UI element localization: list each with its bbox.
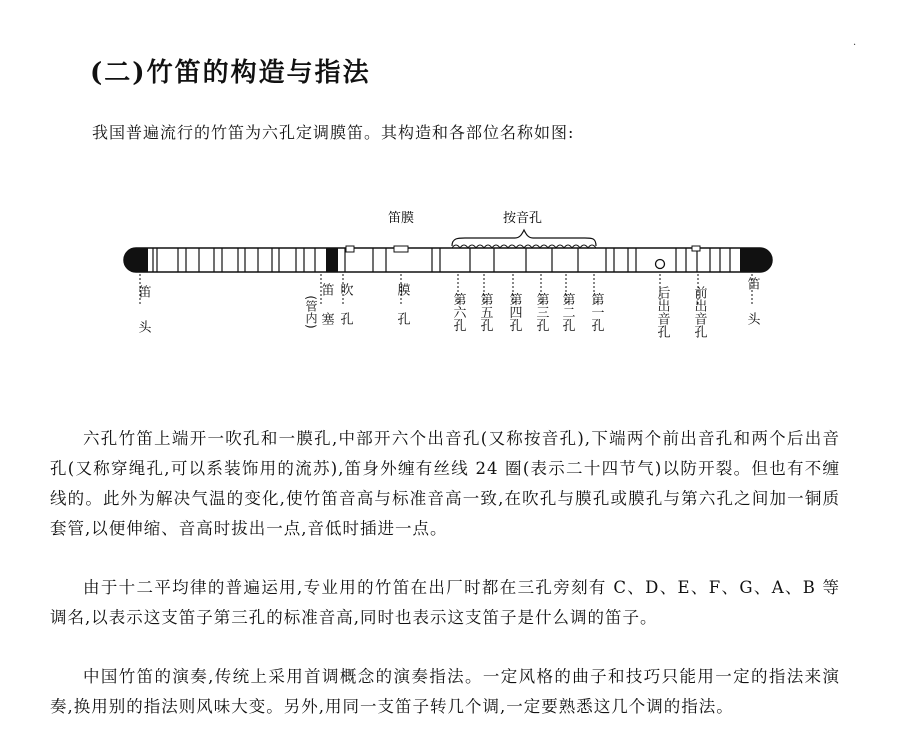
page-title: (二)竹笛的构造与指法 [90,58,371,88]
intro-text: 我国普遍流行的竹笛为六孔定调膜笛。其构造和各部位名称如图: [92,123,575,142]
part-guannei: (管内) [304,295,318,329]
paragraph-2: 由于十二平均律的普遍运用,专业用的竹笛在出厂时都在三孔旁刻有 C、D、E、F、G、A、B 等调名,以表示这支笛子第三孔的标准音高,同时也表示这支笛子是什么调的笛子。 [50,578,840,627]
part-qianchuyinkong: 前出音孔 [691,286,707,338]
part-ditou-left: 笛头 [135,285,151,355]
part-hole4: 第四孔 [506,292,522,332]
part-hole3: 第三孔 [533,292,549,332]
page-mark: · [853,40,857,51]
part-hole1: 第一孔 [588,292,604,332]
label-dimo: 笛膜 [388,211,415,226]
part-disai: 笛塞 [318,283,334,341]
part-hole2: 第二孔 [559,292,575,332]
part-houchuyinkong: 后出音孔 [654,286,670,338]
label-anyinkong: 按音孔 [503,211,543,226]
part-hole6: 第六孔 [450,292,466,332]
paragraph-1: 六孔竹笛上端开一吹孔和一膜孔,中部开六个出音孔(又称按音孔),下端两个前出音孔和两个后出音孔(又称穿绳孔,可以系装饰用的流苏),笛身外缠有丝线 24 圈(表示二十四节气)以防开裂。但也有不缠线的。此外为解决气温的变化,使竹笛音高与标准音高一致,在吹孔与膜孔或膜孔与第六孔之间加一铜质套管,以便伸缩、音高时拔出一点,音低时插进一点。 [50,429,840,538]
part-hole5: 第五孔 [477,292,493,332]
part-chuikong: 吹孔 [337,283,353,341]
flute-body [124,246,772,272]
finger-hole-brace [452,230,596,246]
paragraph-3: 中国竹笛的演奏,传统上采用首调概念的演奏指法。一定风格的曲子和技巧只能用一定的指法来演奏,换用别的指法则风味大变。另外,用同一支笛子转几个调,一定要熟悉这几个调的指法。 [50,667,840,716]
part-ditou-right: 笛头 [744,277,760,347]
part-mokong: 膜孔 [394,283,410,341]
